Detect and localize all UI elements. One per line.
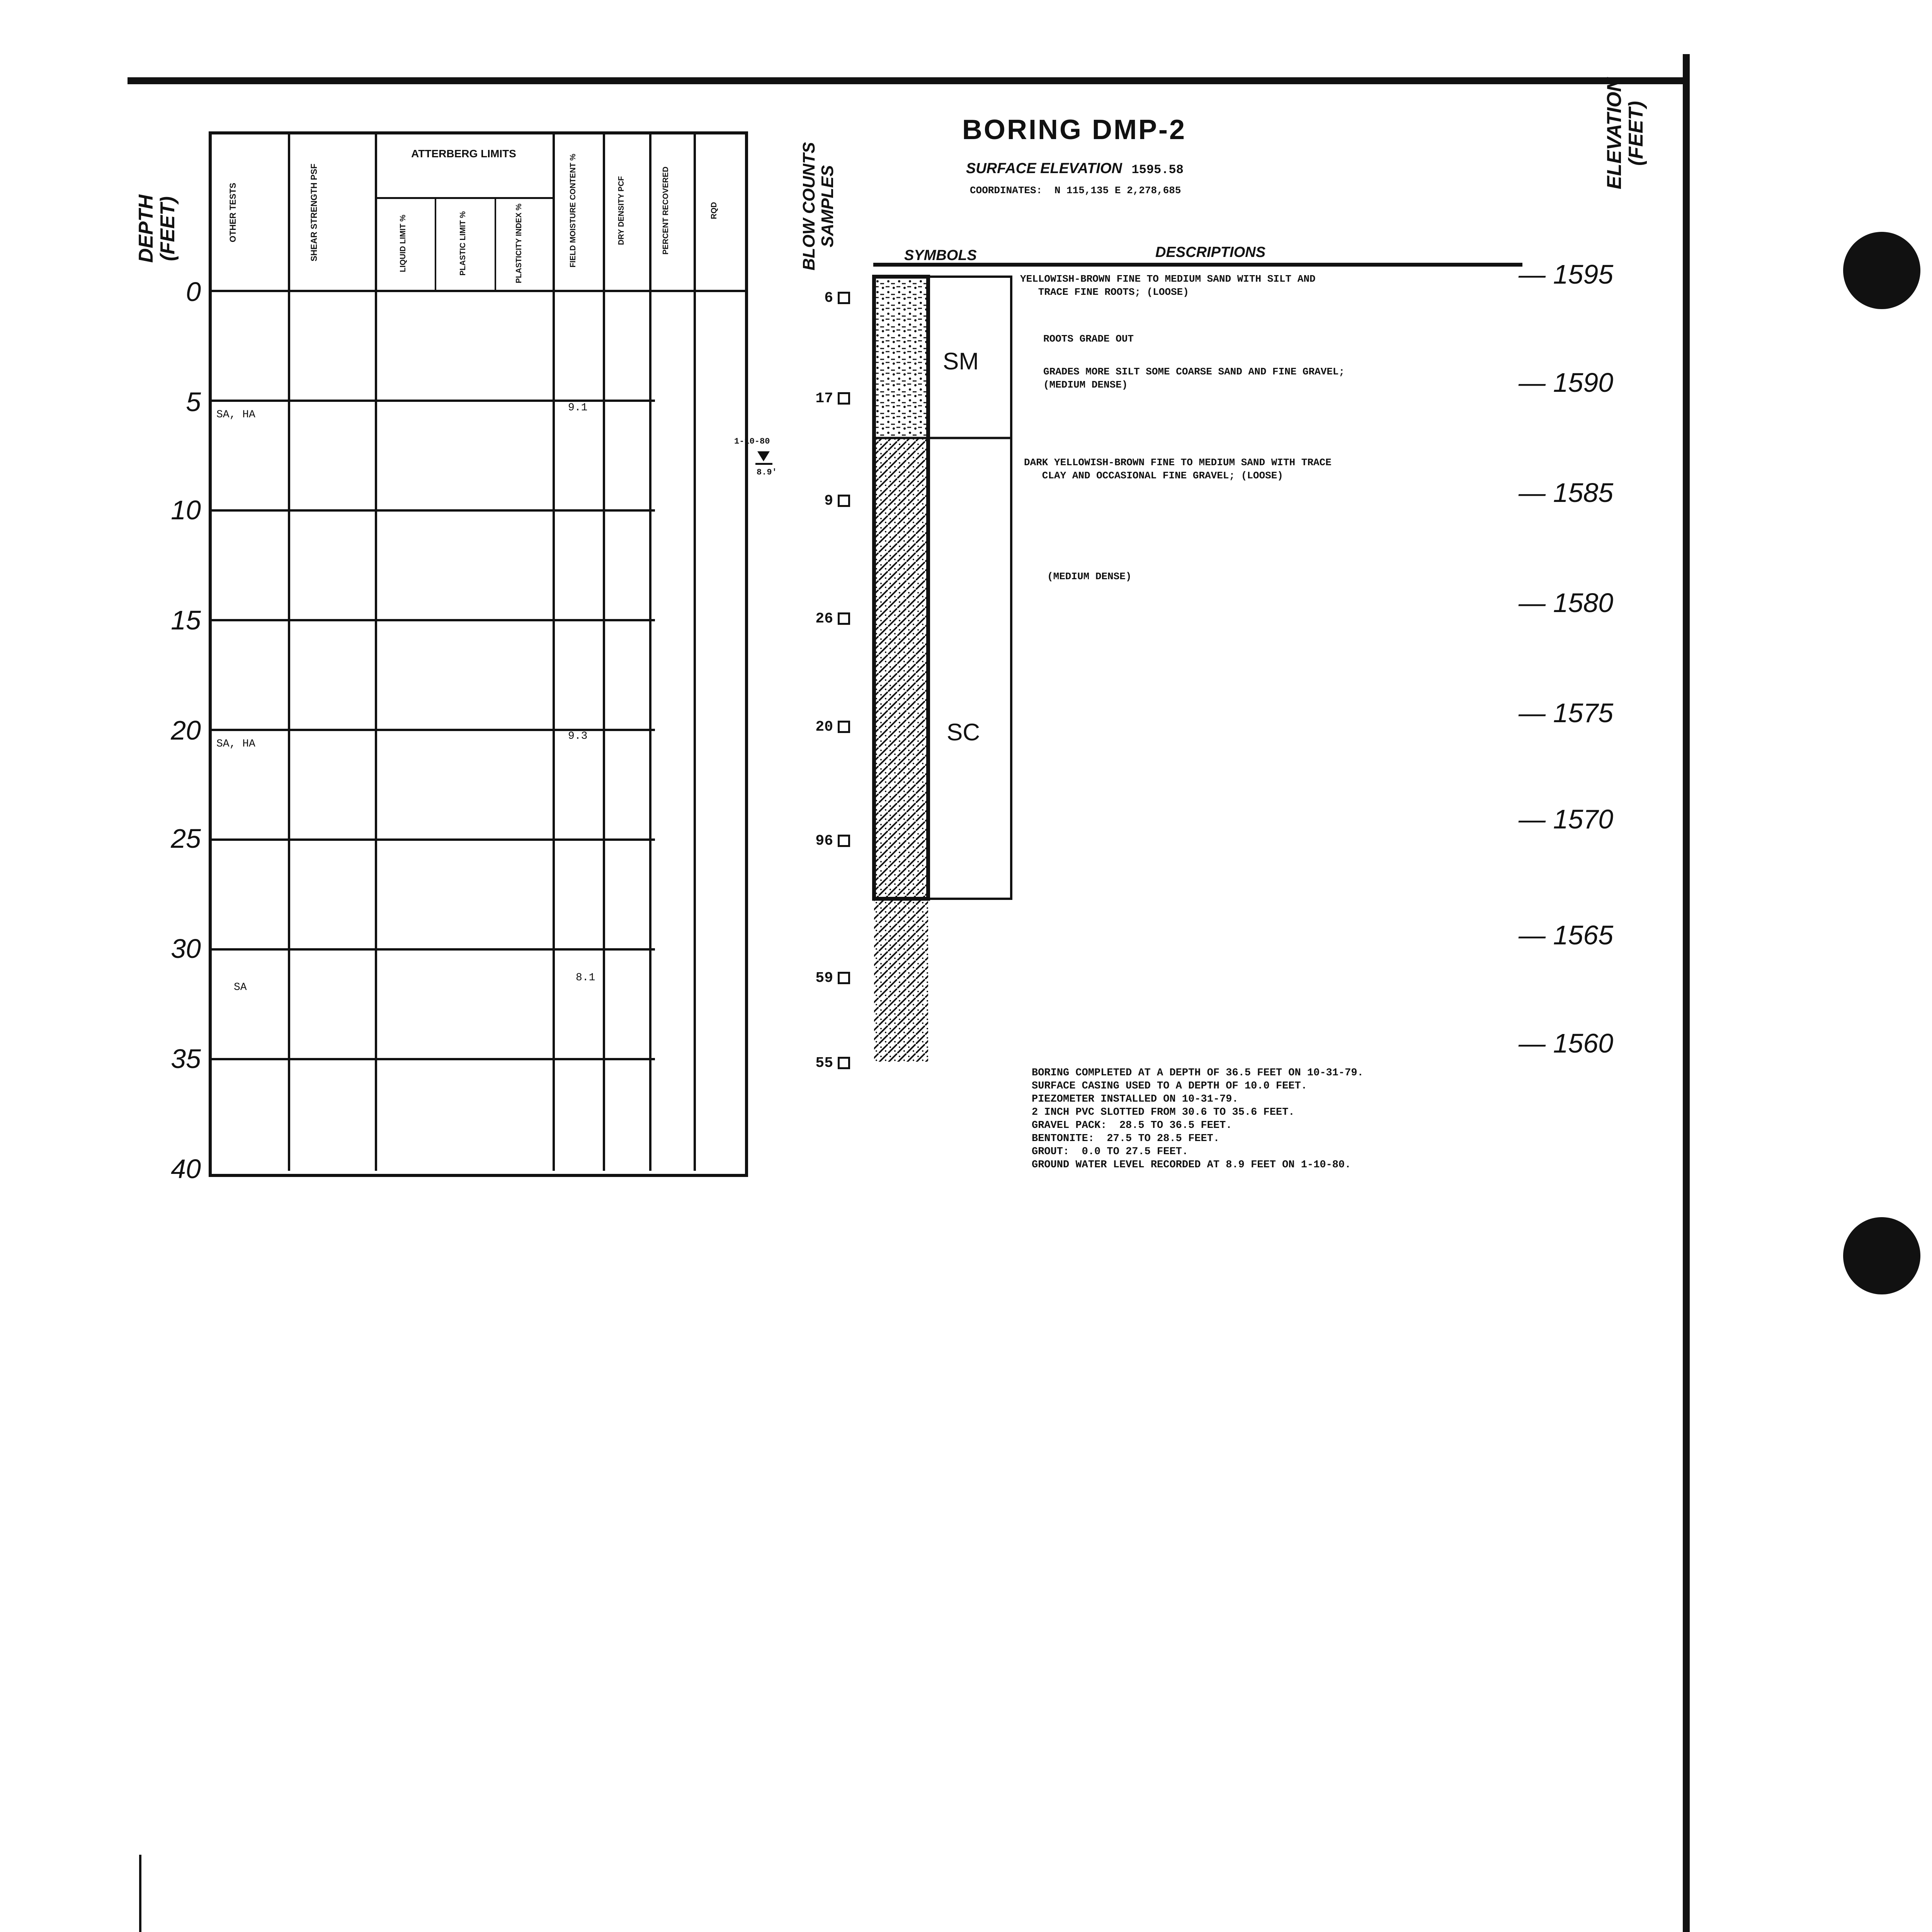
col-header-rqd: RQD xyxy=(710,202,718,219)
depth-tick: 25 xyxy=(171,823,201,854)
binder-hole-icon xyxy=(1843,232,1920,309)
atterberg-sub-divider xyxy=(495,197,496,290)
depth-tick: 30 xyxy=(171,934,201,964)
binder-hole-icon xyxy=(1843,1217,1920,1294)
elevation-axis-label: ELEVATION (FEET) xyxy=(1603,77,1647,189)
blow-count: 20 xyxy=(788,719,850,735)
table-cell-other-tests: SA xyxy=(234,981,247,993)
sample-marker-icon xyxy=(838,612,850,625)
col-header-other-tests: OTHER TESTS xyxy=(228,183,238,243)
col-header-percent-recovered: PERCENT RECOVERED xyxy=(662,167,670,255)
sample-marker-icon xyxy=(838,495,850,507)
elevation-tick: — 1565 xyxy=(1519,920,1614,950)
col-header-plastic-limit: PLASTIC LIMIT % xyxy=(459,211,467,276)
description-roots: ROOTS GRADE OUT xyxy=(1043,333,1134,345)
col-header-field-moisture: FIELD MOISTURE CONTENT % xyxy=(569,153,577,268)
table-cell-other-tests: SA, HA xyxy=(216,409,255,421)
depth-tick: 0 xyxy=(186,277,201,307)
sample-marker-icon xyxy=(838,972,850,984)
table-cell-moisture: 9.1 xyxy=(568,402,588,414)
description-sc-upper: DARK YELLOWISH-BROWN FINE TO MEDIUM SAND WITH TRACE CLAY AND OCCASIONAL FINE GRAVEL; (LOOSE) xyxy=(1024,457,1332,481)
column-divider xyxy=(694,133,696,1171)
elevation-tick: — 1585 xyxy=(1519,478,1614,508)
row-divider xyxy=(211,509,655,512)
water-level-depth: 8.9' xyxy=(757,468,777,477)
depth-tick: 10 xyxy=(171,495,201,525)
elevation-tick: — 1595 xyxy=(1519,259,1614,289)
coordinates: COORDINATES: N 115,135 E 2,278,685 xyxy=(970,185,1181,196)
elevation-tick: — 1580 xyxy=(1519,588,1614,618)
atterberg-sub-divider xyxy=(435,197,436,290)
column-divider xyxy=(603,133,605,1171)
symbols-heading: SYMBOLS xyxy=(904,247,977,264)
elevation-tick: — 1560 xyxy=(1519,1028,1614,1058)
col-header-atterberg: ATTERBERG LIMITS xyxy=(411,148,516,160)
blow-count: 17 xyxy=(788,390,850,407)
stratum-sc-symbol xyxy=(874,438,928,1061)
water-level-triangle-icon xyxy=(757,451,770,461)
row-divider xyxy=(211,1058,655,1060)
row-divider xyxy=(211,619,655,621)
depth-tick: 20 xyxy=(171,715,201,745)
column-divider xyxy=(553,133,555,1171)
stratum-sc-label: SC xyxy=(947,719,980,746)
column-divider xyxy=(288,133,290,1171)
table-cell-moisture: 9.3 xyxy=(568,730,588,742)
surface-elevation: SURFACE ELEVATION 1595.58 xyxy=(966,160,1184,177)
elevation-tick: — 1570 xyxy=(1519,804,1614,834)
depth-tick: 15 xyxy=(171,605,201,635)
table-cell-other-tests: SA, HA xyxy=(216,738,255,750)
sample-marker-icon xyxy=(838,1057,850,1069)
col-header-dry-density: DRY DENSITY PCF xyxy=(617,176,626,245)
frame-top-border xyxy=(128,77,1689,84)
blow-count: 96 xyxy=(788,833,850,849)
table-cell-moisture: 8.1 xyxy=(576,972,595,984)
blow-count: 59 xyxy=(788,970,850,986)
row-divider xyxy=(211,729,655,731)
frame-right-border xyxy=(1683,54,1690,1932)
elevation-tick: — 1590 xyxy=(1519,367,1614,398)
blow-count: 26 xyxy=(788,611,850,627)
atterberg-divider xyxy=(375,197,553,199)
sample-marker-icon xyxy=(838,392,850,405)
log-header-rule xyxy=(873,263,1522,267)
stratum-sm-symbol xyxy=(874,277,928,438)
blow-count: 9 xyxy=(788,493,850,509)
stratum-sm-label: SM xyxy=(943,348,979,375)
col-header-plasticity-index: PLASTICITY INDEX % xyxy=(515,203,523,284)
boring-title: BORING DMP-2 xyxy=(962,114,1187,145)
depth-tick: 40 xyxy=(171,1154,201,1184)
water-level-date: 1-10-80 xyxy=(734,437,770,446)
column-divider xyxy=(649,133,651,1171)
blow-counts-samples-label: BLOW COUNTS SAMPLES xyxy=(799,142,837,270)
column-divider xyxy=(375,133,377,1171)
depth-tick: 35 xyxy=(171,1044,201,1074)
col-header-liquid-limit: LIQUID LIMIT % xyxy=(399,214,407,272)
depth-tick: 5 xyxy=(186,387,201,417)
description-sm-upper: YELLOWISH-BROWN FINE TO MEDIUM SAND WITH SILT AND TRACE FINE ROOTS; (LOOSE) xyxy=(1020,273,1316,298)
sample-marker-icon xyxy=(838,721,850,733)
row-divider xyxy=(211,400,655,402)
row-divider xyxy=(211,838,655,841)
depth-axis-label: DEPTH (FEET) xyxy=(135,194,179,263)
row-divider xyxy=(211,948,655,951)
elevation-tick: — 1575 xyxy=(1519,698,1614,728)
water-level-line xyxy=(755,463,772,465)
sample-marker-icon xyxy=(838,835,850,847)
blow-count: 55 xyxy=(788,1055,850,1071)
description-sm-lower: GRADES MORE SILT SOME COARSE SAND AND FINE GRAVEL; (MEDIUM DENSE) xyxy=(1043,366,1345,391)
blow-count: 6 xyxy=(788,290,850,306)
boring-notes: BORING COMPLETED AT A DEPTH OF 36.5 FEET ON 10-31-79. SURFACE CASING USED TO A DEPTH OF 10.0 FEET. PIEZOMETER INSTALLED ON 10-31-79. 2 INCH PVC SLOTTED FROM 30.6 TO 35.6 FEET. GRAVEL PACK: 28.5 TO 36.5 FEET. BENTONITE: 27.5 TO 28.5 FEET. GROUT: 0.0 TO 27.5 FEET. GROUND WATER LEVEL RECORDED AT 8.9 FEET ON 1-10-80. xyxy=(1032,1067,1364,1171)
boring-log-column xyxy=(869,274,1024,1082)
description-sc-lower: (MEDIUM DENSE) xyxy=(1047,571,1132,582)
sample-marker-icon xyxy=(838,292,850,304)
frame-left-border xyxy=(139,1855,141,1932)
descriptions-heading: DESCRIPTIONS xyxy=(1155,244,1266,260)
col-header-shear-strength: SHEAR STRENGTH PSF xyxy=(309,163,319,262)
